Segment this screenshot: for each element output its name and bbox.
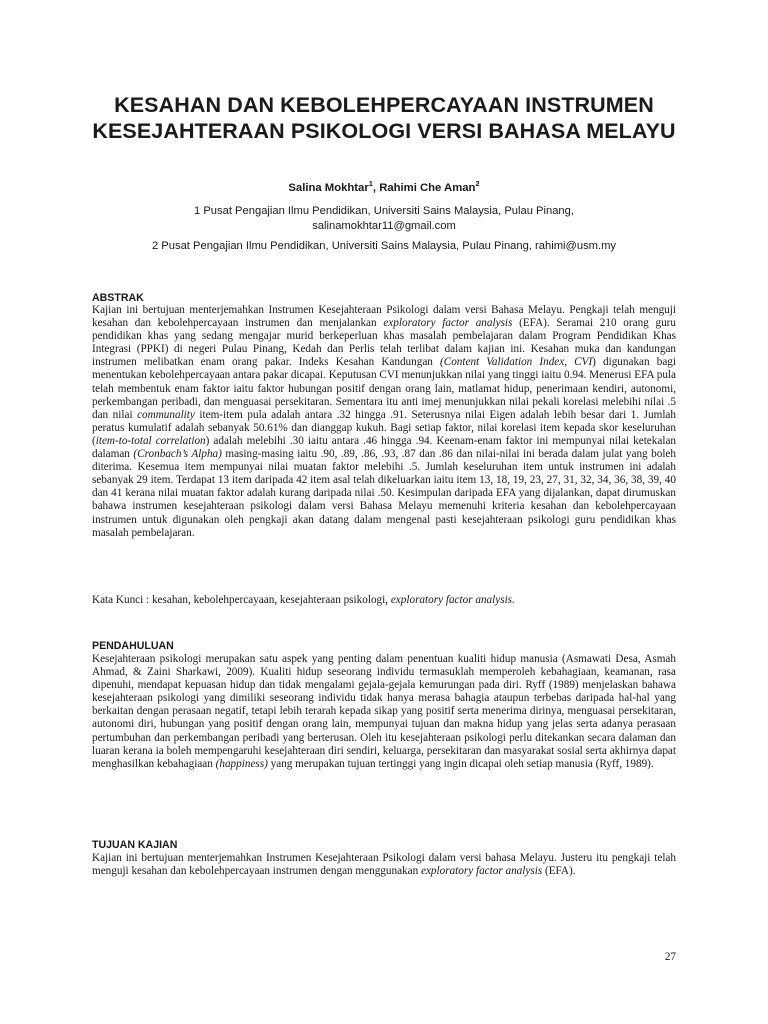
authors-line <box>80 179 688 194</box>
introduction-text <box>92 653 676 771</box>
keywords-italic: exploratory factor analysis. <box>390 594 515 606</box>
author-1-mark: 1 <box>368 179 373 188</box>
affiliation-1-email: salinamokhtar11@gmail.com <box>312 220 456 232</box>
keywords <box>92 594 676 607</box>
abstract-heading: ABSTRAK <box>92 292 144 304</box>
introduction-italic-1: (happiness) <box>215 757 268 770</box>
introduction-text-2: yang merupakan tujuan tertinggi yang ingin dicapai oleh setiap manusia (Ryff, 1989). <box>267 757 654 770</box>
abstract-text-5: ) adalah melebihi .30 iaitu antara .46 hingga .94. Keenam-enam faktor ini mempunyai nilai ketekalan dalaman <box>92 434 677 461</box>
page-number: 27 <box>664 951 676 963</box>
objective-heading: TUJUAN KAJIAN <box>92 839 178 851</box>
abstract-text-4: item-item pula adalah antara .32 hingga .91. Seterusnya nilai Eigen adalah lebih besar dari 1. Jumlah peratus kumulatif adalah sebanyak 50.61% dan dianggap kukuh. Bagi setiap faktor, nilai korelasi item kepada skor keseluruhan ( <box>92 408 676 447</box>
author-2-mark: 2 <box>475 179 480 188</box>
abstract-text-6: masing-masing iaitu .90, .89, .86, .93, .87 dan .86 dan nilai-nilai ini berada dalam julat yang boleh diterima. Kesemua item mempunyai nilai muatan faktor melebihi .5. Jumlah keseluruhan item untuk instrumen ini adalah sebanyak 29 item. Terdapat 13 item daripada 42 item asal telah dikeluarkan iaitu item 13, 18, 19, 23, 27, 31, 32, 34, 36, 38, 39, 40 dan 41 kerana nilai muatan faktor adalah kurang daripada nilai .50. Kesimpulan daripada EFA yang dijalankan, dapat dirumuskan bahawa instrumen kesejahteraan psikologi dalam versi Bahasa Melayu memenuhi kriteria kesahan dan kebolehpercayaan instrumen untuk digunakan oleh pengkaji akan datang dalam mengenal pasti kesejahteraan psikologi guru pendidikan khas masalah pembelajaran. <box>92 448 676 539</box>
abstract-text <box>92 304 676 540</box>
author-separator: , <box>372 181 380 194</box>
abstract-italic-3: communality <box>137 408 195 421</box>
keywords-text: Kata Kunci : kesahan, kebolehpercayaan, kesejahteraan psikologi, <box>92 594 391 606</box>
introduction-heading: PENDAHULUAN <box>92 640 174 652</box>
affiliation-2: 2 Pusat Pengajian Ilmu Pendidikan, Universiti Sains Malaysia, Pulau Pinang, rahimi@usm.my <box>151 240 617 252</box>
author-1: Salina Mokhtar <box>288 181 369 194</box>
objective-italic-1: exploratory factor analysis <box>420 865 543 878</box>
author-2: Rahimi Che Aman <box>379 181 476 194</box>
objective-text-1: Kajian ini bertujuan menterjemahkan Instrumen Kesejahteraan Psikologi dalam versi bahasa Melayu. Justeru itu pengkaji telah menguji kesahan dan kebolehpercayaan instrumen dengan menggunakan <box>92 852 676 878</box>
abstract-italic-4: item-to-total correlation <box>95 434 206 447</box>
affiliation-1-address: 1 Pusat Pengajian Ilmu Pendidikan, Universiti Sains Malaysia, Pulau Pinang, <box>194 205 574 217</box>
abstract-italic-1: exploratory factor analysis <box>383 317 513 330</box>
objective-text-2: (EFA). <box>542 865 576 878</box>
introduction-text-1: Kesejahteraan psikologi merupakan satu aspek yang penting dalam penentuan kualiti hidup manusia (Asmawati Desa, Asmah Ahmad, & Zaini Sharkawi, 2009). Kualiti hidup seseorang individu termasuklah memperoleh kebahagiaan, keamanan, rasa dipenuhi, mendapat kepuasan hidup dan tidak mengalami gejala-gejala kemurungan pada diri. Ryff (1989) menjelaskan bahawa kesejahteraan psikologi yang dimiliki seseorang individu tidak hanya merasa bahagia ataupun terbebas daripada hal-hal yang berkaitan dengan perasaan negatif, tetapi lebih terarah kepada sikap yang positif serta menerima dirinya, menguasai persekitaran, autonomi diri, hubungan yang positif dengan orang lain, mempunyai tujuan dan makna hidup yang jelas serta adanya perasaan pertumbuhan dan perkembangan peribadi yang berterusan. Oleh itu kesejahteraan psikologi perlu ditekankan secara dalaman dan luaran kerana ia boleh mempengaruhi kesejahteraan diri sendiri, keluarga, persekitaran dan masyarakat sosial serta akhirnya dapat menghasilkan kebahagiaan <box>92 653 676 770</box>
abstract-text-3: ) digunakan bagi menentukan kebolehpercayaan antara pakar dicapai. Keputusan CVI menunjukkan nilai yang tinggi iaitu 0.94. Menerusi EFA pula telah membentuk enam faktor iaitu faktor hubungan positif dengan orang lain, matlamat hidup, penerimaan kendiri, autonomi, perkembangan peribadi, dan menguasai persekitaran. Sementara itu anti imej menunjukkan nilai pekali korelasi melebihi nilai .5 dan nilai <box>92 356 676 421</box>
affiliation-1 <box>96 204 672 234</box>
abstract-italic-5: (Cronbach’s Alpha) <box>133 448 222 461</box>
abstract-italic-2: (Content Validation Index, CVI <box>440 356 593 369</box>
abstract-text-1: Kajian ini bertujuan menterjemahkan Instrumen Kesejahteraan Psikologi dalam versi Bahasa Melayu. Pengkaji telah menguji kesahan dan kebolehpercayaan instrumen dan menjalankan <box>92 304 676 330</box>
objective-text <box>92 852 676 878</box>
abstract-text-2: (EFA). Seramai 210 orang guru pendidikan khas yang sedang mengajar murid berkeperluan khas masalah pembelajaran dalam Program Pendidikan Khas Integrasi (PPKI) di negeri Pulau Pinang, Kedah dan Perlis telah terlibat dalam kajian ini. Kesahan muka dan kandungan instrumen melibatkan enam orang pakar. Indeks Kesahan Kandungan <box>92 317 676 369</box>
paper-title: KESAHAN DAN KEBOLEHPERCAYAAN INSTRUMEN KESEJAHTERAAN PSIKOLOGI VERSI BAHASA MELAYU <box>92 93 676 143</box>
